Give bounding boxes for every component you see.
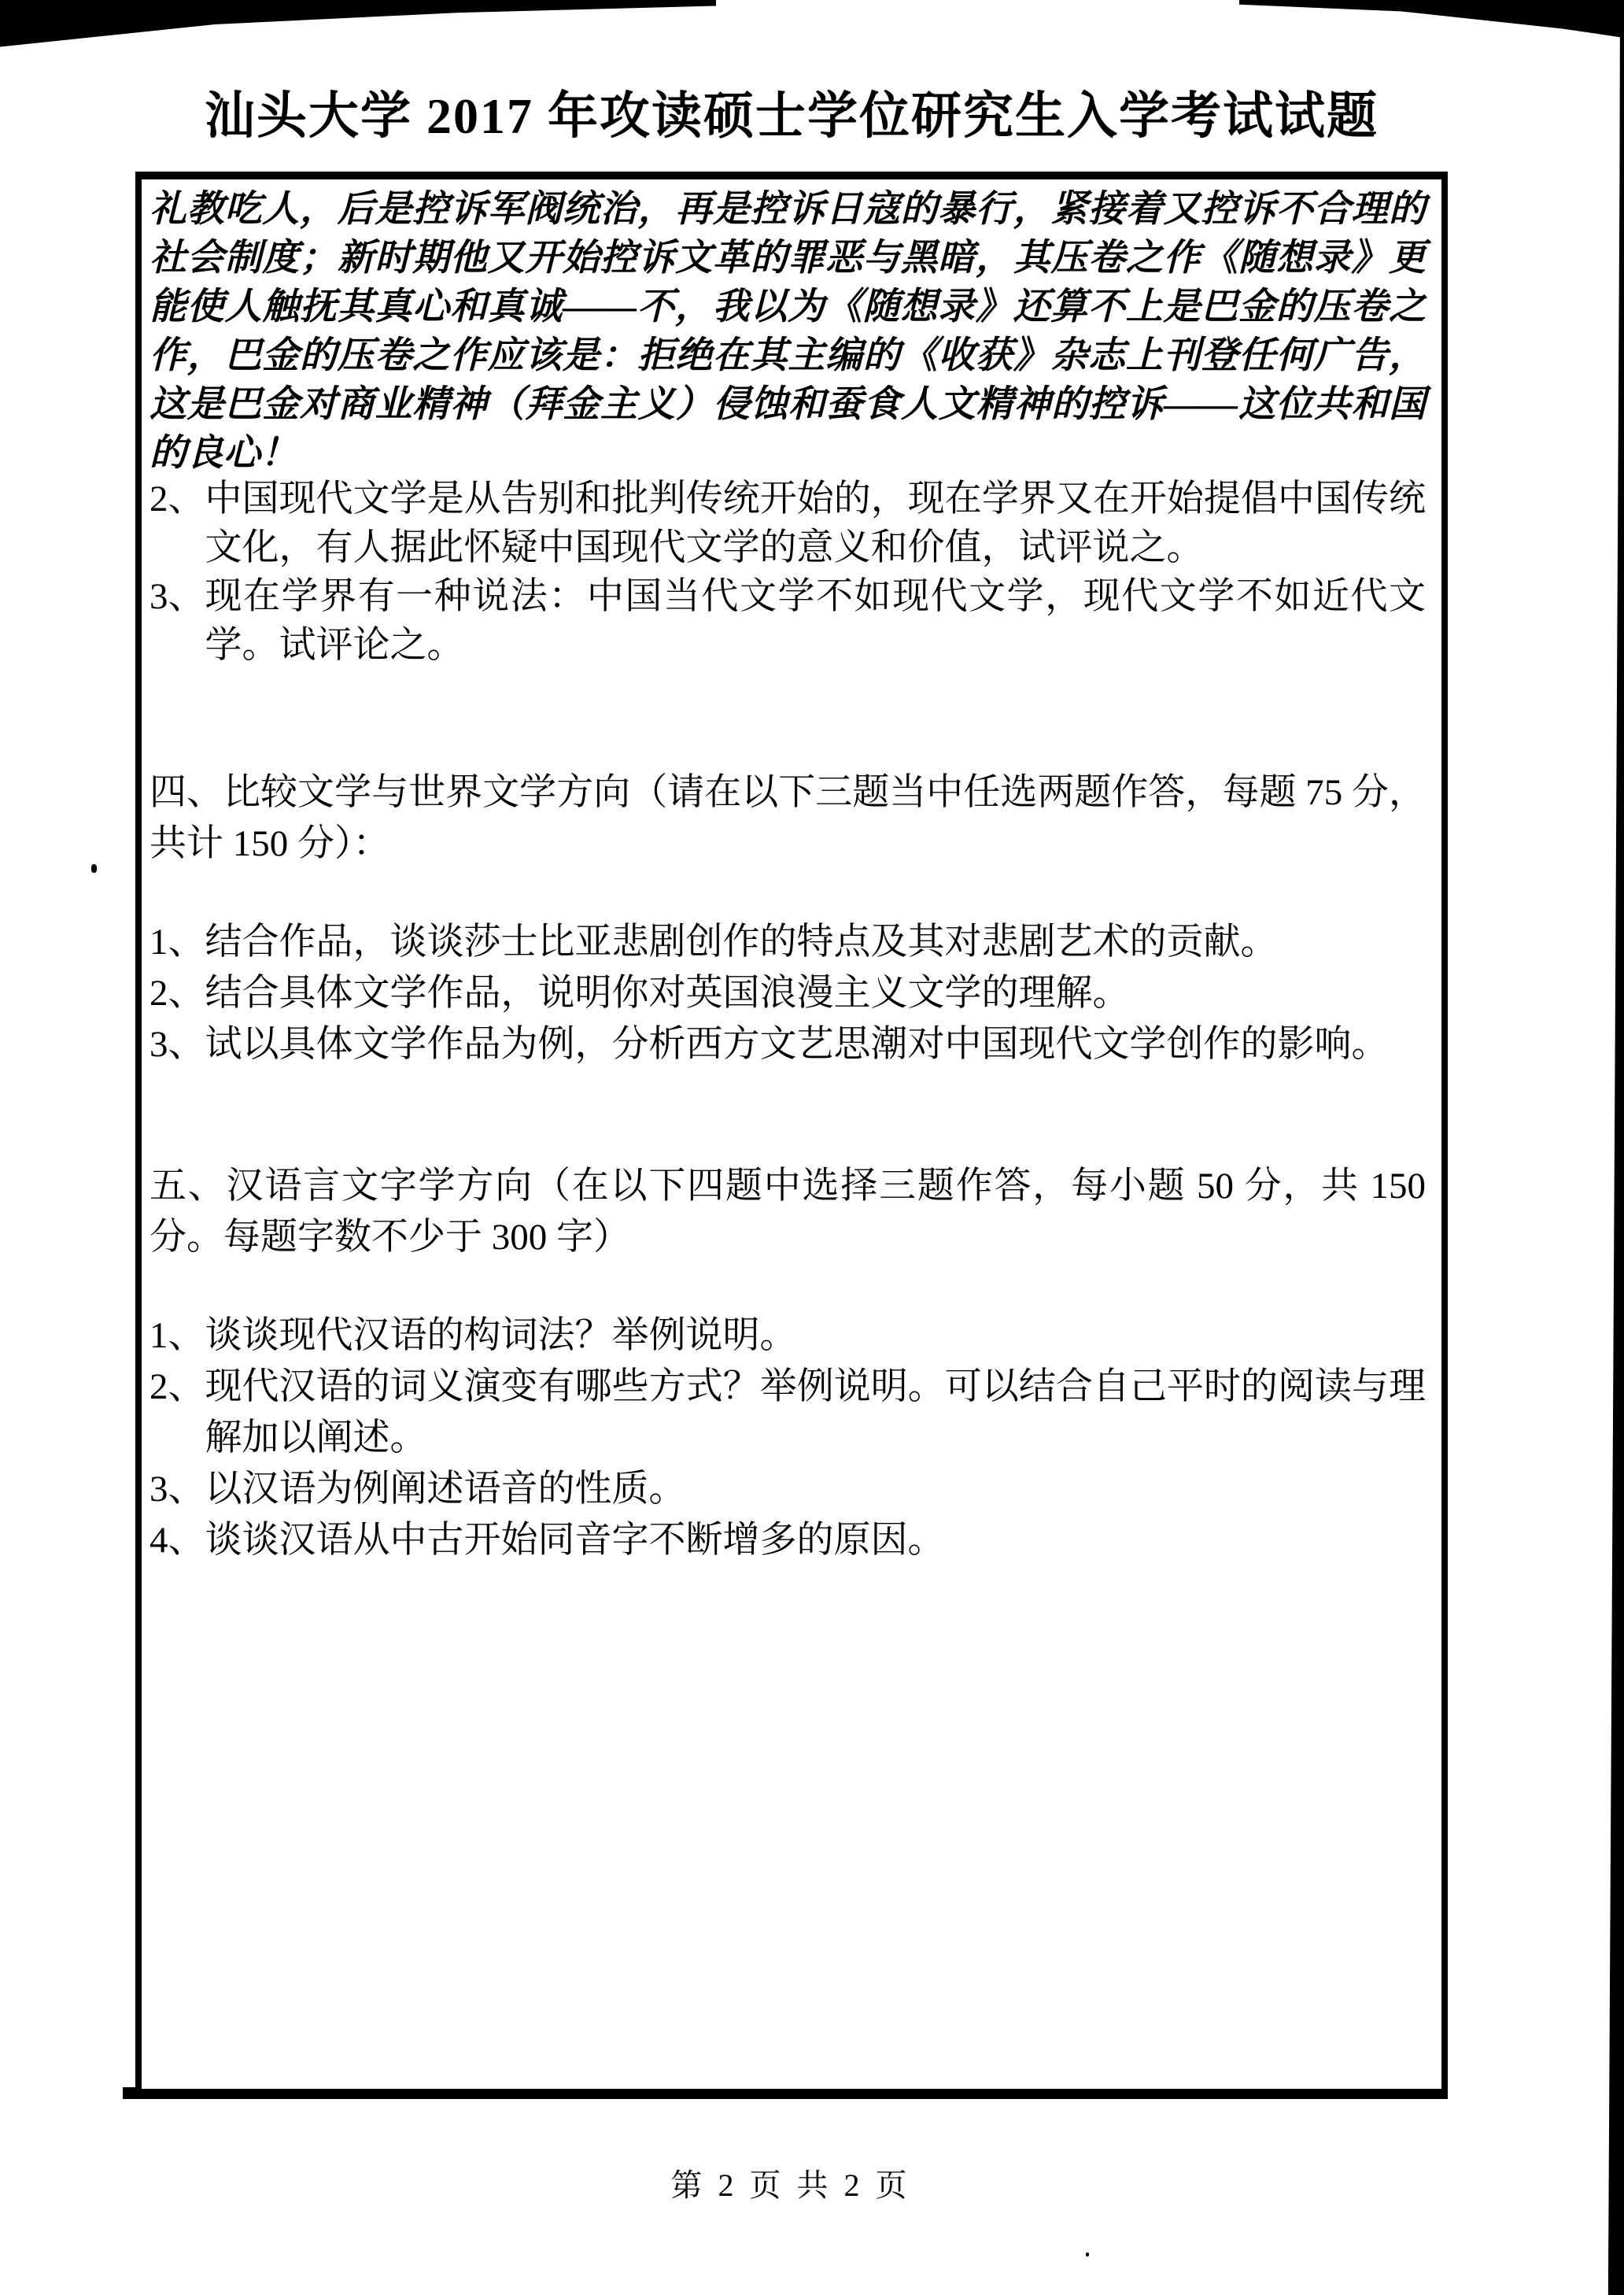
item-number: 4、	[149, 1520, 205, 1561]
item-number: 1、	[149, 922, 205, 963]
item-text: 结合具体文学作品，说明你对英国浪漫主义文学的理解。	[205, 973, 1130, 1014]
page-footer: 第 2 页 共 2 页	[670, 2168, 911, 2203]
item-number: 3、	[149, 576, 205, 617]
question-item	[149, 1515, 1426, 1566]
question-item	[149, 1362, 1426, 1464]
scan-artifact-right-edge	[1602, 0, 1624, 2295]
item-number: 2、	[149, 973, 205, 1014]
scan-speck	[91, 864, 97, 873]
section-four-heading: 四、比较文学与世界文学方向（请在以下三题当中任选两题作答，每题 75 分，共计 150 分）：	[149, 772, 1426, 864]
item-text: 现在学界有一种说法：中国当代文学不如现代文学，现代文学不如近代文学。试评论之。	[205, 576, 1426, 666]
question-item	[149, 1019, 1426, 1070]
section-five-heading: 五、汉语言文字学方向（在以下四题中选择三题作答，每小题 50 分，共 150 分。每题字数不少于 300 字）	[149, 1166, 1426, 1258]
scan-speck	[1086, 2252, 1089, 2256]
item-text: 以汉语为例阐述语音的性质。	[205, 1469, 686, 1510]
question-item	[149, 1464, 1426, 1515]
item-text: 现代汉语的词义演变有哪些方式？举例说明。可以结合自己平时的阅读与理解加以阐述。	[205, 1366, 1426, 1458]
item-number: 3、	[149, 1024, 205, 1065]
item-number: 2、	[149, 1366, 205, 1407]
question-item	[149, 968, 1426, 1019]
question-item	[149, 917, 1426, 968]
item-number: 2、	[149, 479, 205, 519]
item-text: 谈谈现代汉语的构词法？举例说明。	[205, 1315, 797, 1356]
page-title: 汕头大学 2017 年攻读硕士学位研究生入学考试试题	[205, 88, 1379, 144]
item-text: 谈谈汉语从中古开始同音字不断增多的原因。	[205, 1520, 945, 1561]
question-item	[149, 1310, 1426, 1362]
question-paper-box	[135, 172, 1448, 2099]
item-text: 试以具体文学作品为例，分析西方文艺思潮对中国现代文学创作的影响。	[205, 1024, 1389, 1065]
scan-artifact-top-right	[1239, 0, 1624, 38]
question-item	[149, 572, 1426, 670]
question-item	[149, 475, 1426, 572]
continuation-paragraph: 礼教吃人，后是控诉军阀统治，再是控诉日寇的暴行，紧接着又控诉不合理的社会制度；新时期他又开始控诉文革的罪恶与黑暗，其压卷之作《随想录》更能使人触抚其真心和真诚——不，我以为《随想录》还算不上是巴金的压卷之作，巴金的压卷之作应该是：拒绝在其主编的《收获》杂志上刊登任何广告，这是巴金对商业精神（拜金主义）侵蚀和蚕食人文精神的控诉——这位共和国的良心！	[149, 189, 1426, 474]
item-text: 结合作品，谈谈莎士比亚悲剧创作的特点及其对悲剧艺术的贡献。	[205, 922, 1278, 963]
scan-artifact-top-left	[0, 0, 716, 49]
item-number: 1、	[149, 1315, 205, 1356]
item-text: 中国现代文学是从告别和批判传统开始的，现在学界又在开始提倡中国传统文化，有人据此怀疑中国现代文学的意义和价值，试评说之。	[205, 479, 1426, 568]
item-number: 3、	[149, 1469, 205, 1510]
